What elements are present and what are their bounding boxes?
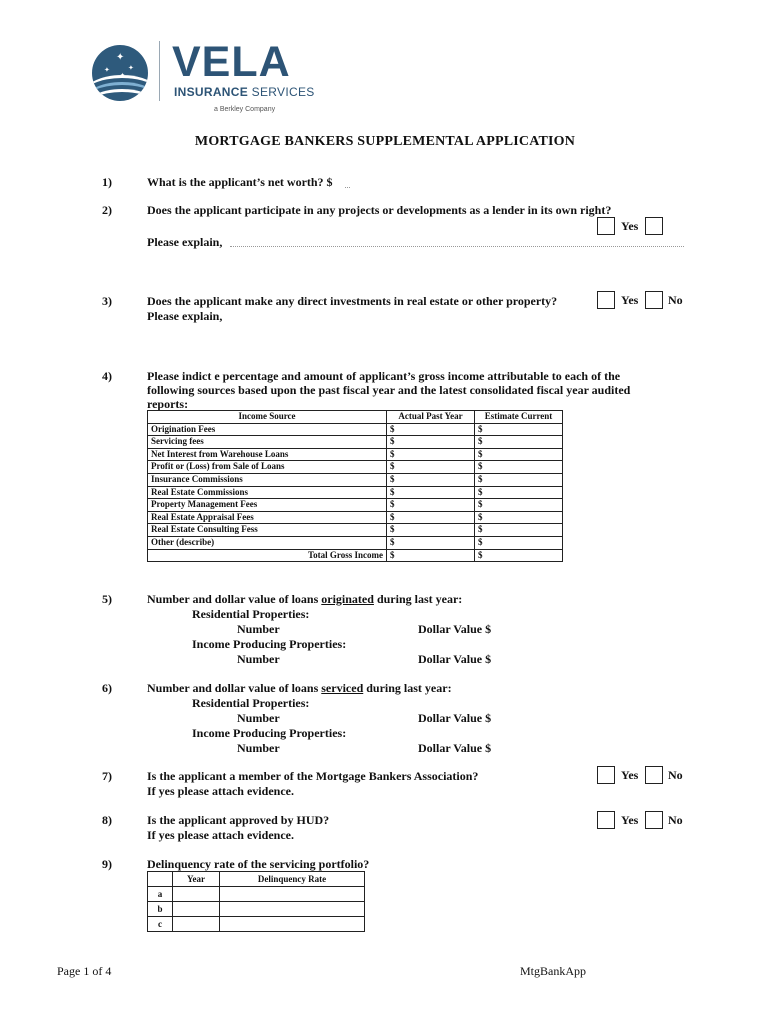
q7-yes-label: Yes xyxy=(621,768,639,782)
q6-residential-dollar-label: Dollar Value $ xyxy=(418,711,492,725)
q3-explain-label: Please explain, xyxy=(147,309,223,323)
actual-past-year-field[interactable]: $ xyxy=(387,448,475,461)
logo-wordmark: VELA xyxy=(172,38,291,86)
q8-yes-label: Yes xyxy=(621,813,639,827)
actual-past-year-field[interactable]: $ xyxy=(387,524,475,537)
form-code: MtgBankApp xyxy=(520,964,586,978)
q1-number: 1) xyxy=(102,175,112,189)
delinquency-rate-field[interactable] xyxy=(220,902,365,917)
row-letter: c xyxy=(148,917,173,932)
income-source-label: Real Estate Consulting Fess xyxy=(148,524,387,537)
q8-text: Is the applicant approved by HUD? xyxy=(147,813,330,827)
table-row xyxy=(148,486,563,499)
delinquency-rate-field[interactable] xyxy=(220,887,365,902)
q3-no-checkbox[interactable] xyxy=(645,291,663,309)
header-year: Year xyxy=(173,872,220,887)
year-field[interactable] xyxy=(173,887,220,902)
total-actual-field[interactable]: $ xyxy=(387,549,475,562)
q7-no-label: No xyxy=(668,768,683,782)
income-source-label: Servicing fees xyxy=(148,436,387,449)
estimate-current-field[interactable]: $ xyxy=(475,436,563,449)
q4-text-line2: following sources based upon the past fiscal year and the latest consolidated fiscal year audited xyxy=(147,383,631,397)
q3-text: Does the applicant make any direct investments in real estate or other property? xyxy=(147,294,558,308)
logo-subtitle: INSURANCE SERVICES xyxy=(174,85,315,99)
q1-answer-line[interactable] xyxy=(345,187,350,188)
q2-text: Does the applicant participate in any projects or developments as a lender in its own right? xyxy=(147,203,612,217)
vela-logo-emblem: ✦ ✦ ✦ ✦ xyxy=(92,45,148,101)
q5-residential-number-label: Number xyxy=(237,622,280,636)
q5-income-number-label: Number xyxy=(237,652,280,666)
table-row xyxy=(148,436,563,449)
q3-yes-checkbox[interactable] xyxy=(597,291,615,309)
q7-no-checkbox[interactable] xyxy=(645,766,663,784)
estimate-current-field[interactable]: $ xyxy=(475,461,563,474)
delinquency-table-header xyxy=(148,872,365,887)
q2-explain-field[interactable] xyxy=(230,246,684,247)
q8-subtext: If yes please attach evidence. xyxy=(147,828,294,842)
q5-residential-label: Residential Properties: xyxy=(192,607,310,621)
table-row xyxy=(148,499,563,512)
row-letter: b xyxy=(148,902,173,917)
logo-tagline: a Berkley Company xyxy=(214,106,276,113)
header-estimate-current: Estimate Current xyxy=(475,411,563,424)
estimate-current-field[interactable]: $ xyxy=(475,448,563,461)
actual-past-year-field[interactable]: $ xyxy=(387,473,475,486)
page-title: MORTGAGE BANKERS SUPPLEMENTAL APPLICATION xyxy=(194,134,576,149)
year-field[interactable] xyxy=(173,917,220,932)
header-actual-past-year: Actual Past Year xyxy=(387,411,475,424)
q7-text: Is the applicant a member of the Mortgage Bankers Association? xyxy=(147,769,479,783)
actual-past-year-field[interactable]: $ xyxy=(387,511,475,524)
income-source-label: Real Estate Appraisal Fees xyxy=(148,511,387,524)
q4-text-line3: reports: xyxy=(147,397,189,411)
table-total-row xyxy=(148,549,563,562)
row-letter: a xyxy=(148,887,173,902)
income-source-label: Property Management Fees xyxy=(148,499,387,512)
q7-number: 7) xyxy=(102,769,112,783)
estimate-current-field[interactable]: $ xyxy=(475,486,563,499)
q2-no-checkbox[interactable] xyxy=(645,217,663,235)
income-table-header xyxy=(148,411,563,424)
q7-yes-checkbox[interactable] xyxy=(597,766,615,784)
q2-explain-label: Please explain, xyxy=(147,235,223,249)
table-row xyxy=(148,423,563,436)
total-estimate-field[interactable]: $ xyxy=(475,549,563,562)
income-source-label: Net Interest from Warehouse Loans xyxy=(148,448,387,461)
table-row xyxy=(148,461,563,474)
q6-text: Number and dollar value of loans serviced during last year: xyxy=(147,681,452,695)
actual-past-year-field[interactable]: $ xyxy=(387,499,475,512)
q8-no-checkbox[interactable] xyxy=(645,811,663,829)
estimate-current-field[interactable]: $ xyxy=(475,511,563,524)
q6-income-number-label: Number xyxy=(237,741,280,755)
q9-number: 9) xyxy=(102,857,112,871)
table-row xyxy=(148,536,563,549)
q2-yes-label: Yes xyxy=(621,219,639,233)
q3-no-label: No xyxy=(668,293,683,307)
q5-number: 5) xyxy=(102,592,112,606)
q4-number: 4) xyxy=(102,369,112,383)
income-source-label[interactable]: Other (describe) xyxy=(148,536,387,549)
q8-no-label: No xyxy=(668,813,683,827)
q1-text: What is the applicant’s net worth? $ xyxy=(147,175,333,189)
q6-income-dollar-label: Dollar Value $ xyxy=(418,741,492,755)
q5-income-label: Income Producing Properties: xyxy=(192,637,347,651)
income-source-table xyxy=(147,410,563,562)
header-delinquency-rate: Delinquency Rate xyxy=(220,872,365,887)
q5-income-dollar-label: Dollar Value $ xyxy=(418,652,492,666)
table-row xyxy=(148,448,563,461)
income-source-label: Insurance Commissions xyxy=(148,473,387,486)
actual-past-year-field[interactable]: $ xyxy=(387,461,475,474)
income-source-label: Profit or (Loss) from Sale of Loans xyxy=(148,461,387,474)
actual-past-year-field[interactable]: $ xyxy=(387,436,475,449)
q2-number: 2) xyxy=(102,203,112,217)
q7-subtext: If yes please attach evidence. xyxy=(147,784,294,798)
delinquency-corner-cell xyxy=(148,872,173,887)
q6-income-label: Income Producing Properties: xyxy=(192,726,347,740)
q5-residential-dollar-label: Dollar Value $ xyxy=(418,622,492,636)
estimate-current-field[interactable]: $ xyxy=(475,423,563,436)
estimate-current-field[interactable]: $ xyxy=(475,536,563,549)
q8-yes-checkbox[interactable] xyxy=(597,811,615,829)
year-field[interactable] xyxy=(173,902,220,917)
actual-past-year-field[interactable]: $ xyxy=(387,423,475,436)
income-source-label: Real Estate Commissions xyxy=(148,486,387,499)
q8-number: 8) xyxy=(102,813,112,827)
table-row xyxy=(148,473,563,486)
q5-text: Number and dollar value of loans originated during last year: xyxy=(147,592,463,606)
q2-yes-checkbox[interactable] xyxy=(597,217,615,235)
q3-number: 3) xyxy=(102,294,112,308)
actual-past-year-field[interactable]: $ xyxy=(387,486,475,499)
table-row xyxy=(148,917,365,932)
q6-number: 6) xyxy=(102,681,112,695)
delinquency-table xyxy=(147,871,365,932)
page-number: Page 1 of 4 xyxy=(57,964,112,978)
estimate-current-field[interactable]: $ xyxy=(475,499,563,512)
table-row xyxy=(148,524,563,537)
actual-past-year-field[interactable]: $ xyxy=(387,536,475,549)
q6-residential-number-label: Number xyxy=(237,711,280,725)
q3-yes-label: Yes xyxy=(621,293,639,307)
table-row xyxy=(148,511,563,524)
delinquency-rate-field[interactable] xyxy=(220,917,365,932)
estimate-current-field[interactable]: $ xyxy=(475,473,563,486)
income-source-label: Origination Fees xyxy=(148,423,387,436)
q4-text-line1: Please indict e percentage and amount of applicant’s gross income attributable to each of the xyxy=(147,369,621,383)
estimate-current-field[interactable]: $ xyxy=(475,524,563,537)
header-income-source: Income Source xyxy=(148,411,387,424)
table-row xyxy=(148,902,365,917)
q6-residential-label: Residential Properties: xyxy=(192,696,310,710)
total-gross-income-label: Total Gross Income xyxy=(148,549,387,562)
logo-divider xyxy=(159,41,160,101)
q9-text: Delinquency rate of the servicing portfolio? xyxy=(147,857,370,871)
table-row xyxy=(148,887,365,902)
